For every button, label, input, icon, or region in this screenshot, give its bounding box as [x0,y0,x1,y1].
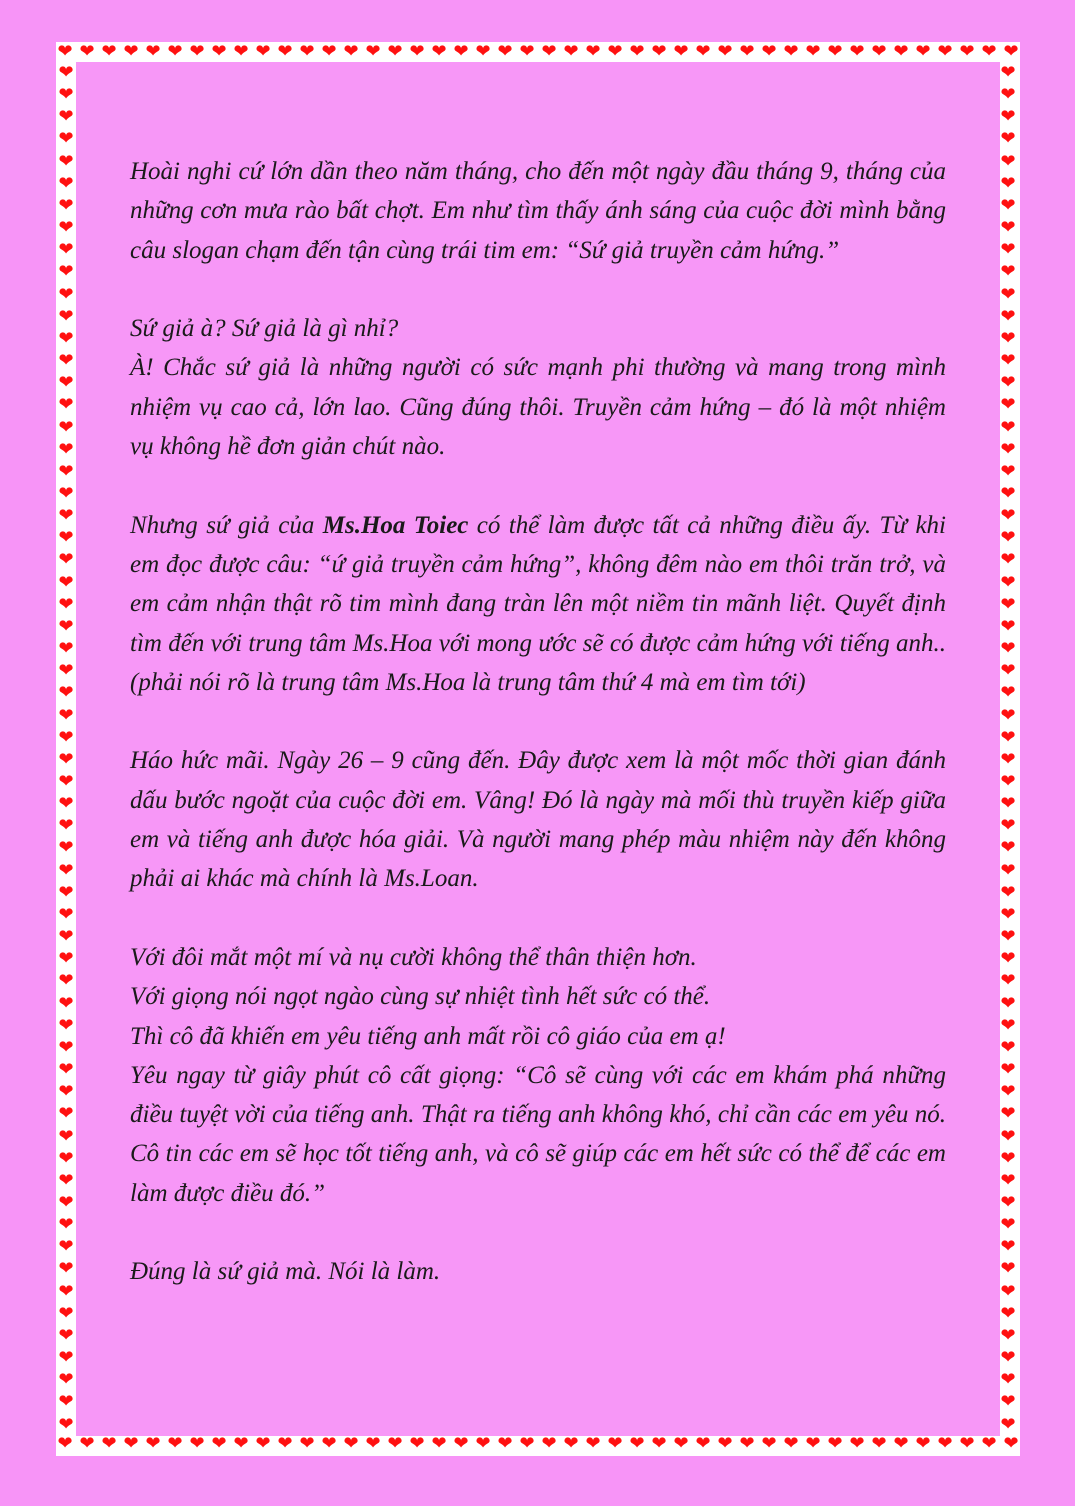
heart-icon: ❤ [541,41,557,62]
heart-icon: ❤ [58,261,74,283]
paragraph-line: Sứ giả à? Sứ giả là gì nhỉ? [130,315,399,343]
heart-icon: ❤ [58,1214,74,1236]
heart-icon: ❤ [58,1059,74,1081]
paragraph-text: Yêu ngay từ giây phút cô cất giọng: “Cô sẽ cùng với các em khám phá những điều tuyệt vời của tiếng anh. Thật ra tiếng anh không khó, chỉ cần các em yêu nó. Cô tin các em sẽ học tốt tiếng anh, và cô sẽ giúp các em hết sức có thể để các em làm được điều đó.” [130,1061,946,1207]
heart-icon: ❤ [1000,549,1016,571]
heart-icon: ❤ [57,41,73,62]
heart-icon: ❤ [365,1433,381,1454]
heart-icon: ❤ [607,1433,623,1454]
heart-icon: ❤ [1000,815,1016,837]
heart-icon: ❤ [981,41,997,62]
heart-icon: ❤ [893,41,909,62]
heart-icon: ❤ [783,41,799,62]
heart-icon: ❤ [937,1433,953,1454]
heart-icon: ❤ [233,41,249,62]
heart-icon: ❤ [761,41,777,62]
heart-icon: ❤ [805,1433,821,1454]
heart-icon: ❤ [1000,460,1016,482]
heart-icon: ❤ [673,1433,689,1454]
paragraph-4 [130,741,946,898]
heart-icon: ❤ [58,394,74,416]
heart-icon: ❤ [167,41,183,62]
heart-icon: ❤ [453,41,469,62]
heart-icon: ❤ [783,1433,799,1454]
heart-icon: ❤ [1000,992,1016,1014]
heart-icon: ❤ [1000,970,1016,992]
heart-icon: ❤ [1000,1236,1016,1258]
heart-icon: ❤ [805,41,821,62]
heart-icon: ❤ [58,571,74,593]
paragraph-6 [130,1252,946,1291]
heart-icon: ❤ [1000,748,1016,770]
heart-icon: ❤ [761,1433,777,1454]
heart-icon: ❤ [453,1433,469,1454]
heart-icon: ❤ [1000,261,1016,283]
heart-icon: ❤ [58,1014,74,1036]
heart-icon: ❤ [409,1433,425,1454]
document-body [130,152,946,1331]
heart-icon: ❤ [58,1147,74,1169]
heart-icon: ❤ [58,372,74,394]
paragraph-text: Hoài nghi cứ lớn dần theo năm tháng, cho đến một ngày đầu tháng 9, tháng của những cơn mưa rào bất chợt. Em như tìm thấy ánh sáng của cuộc đời mình bằng câu slogan chạm đến tận cùng trái tim em: “Sứ giả truyền cảm hứng.” [130,158,946,264]
heart-icon: ❤ [563,41,579,62]
heart-icon: ❤ [58,903,74,925]
heart-icon: ❤ [409,41,425,62]
heart-icon: ❤ [431,41,447,62]
heart-icon: ❤ [1000,593,1016,615]
heart-icon: ❤ [1000,660,1016,682]
heart-icon: ❤ [58,106,74,128]
heart-icon: ❤ [365,41,381,62]
heart-icon: ❤ [58,992,74,1014]
heart-icon: ❤ [58,726,74,748]
heart-icon: ❤ [739,1433,755,1454]
heart-icon: ❤ [717,1433,733,1454]
heart-icon: ❤ [58,217,74,239]
heart-icon: ❤ [1000,482,1016,504]
heart-icon: ❤ [893,1433,909,1454]
heart-icon: ❤ [58,926,74,948]
heart-icon: ❤ [1000,1059,1016,1081]
heart-icon: ❤ [1000,682,1016,704]
heart-icon: ❤ [563,1433,579,1454]
heart-icon: ❤ [1000,1103,1016,1125]
heart-icon: ❤ [58,615,74,637]
heart-icon: ❤ [58,837,74,859]
heart-icon: ❤ [1000,1081,1016,1103]
paragraph-line: Với giọng nói ngọt ngào cùng sự nhiệt tình hết sức có thể. [130,983,711,1011]
heart-icon: ❤ [58,549,74,571]
heart-icon: ❤ [1000,793,1016,815]
heart-icon: ❤ [1000,416,1016,438]
heart-icon: ❤ [58,1369,74,1391]
heart-icon: ❤ [1000,1258,1016,1280]
heart-icon: ❤ [387,41,403,62]
heart-icon: ❤ [849,1433,865,1454]
heart-border-top [56,43,1020,63]
heart-icon: ❤ [299,41,315,62]
heart-border-left [57,64,77,1434]
heart-icon: ❤ [58,527,74,549]
heart-icon: ❤ [497,1433,513,1454]
heart-icon: ❤ [959,1433,975,1454]
heart-icon: ❤ [1000,859,1016,881]
heart-icon: ❤ [1000,1214,1016,1236]
heart-icon: ❤ [1000,283,1016,305]
heart-icon: ❤ [1000,327,1016,349]
heart-icon: ❤ [58,172,74,194]
heart-icon: ❤ [343,1433,359,1454]
heart-icon: ❤ [1000,903,1016,925]
heart-icon: ❤ [1000,771,1016,792]
heart-icon: ❤ [695,41,711,62]
heart-icon: ❤ [1003,41,1019,62]
heart-icon: ❤ [1000,350,1016,372]
heart-icon: ❤ [58,194,74,216]
heart-icon: ❤ [58,482,74,504]
heart-icon: ❤ [585,41,601,62]
heart-icon: ❤ [58,1036,74,1058]
heart-icon: ❤ [981,1433,997,1454]
heart-icon: ❤ [1000,84,1016,106]
heart-icon: ❤ [1000,172,1016,194]
heart-icon: ❤ [1000,1147,1016,1169]
heart-icon: ❤ [1000,194,1016,216]
heart-icon: ❤ [871,1433,887,1454]
heart-icon: ❤ [497,41,513,62]
heart-icon: ❤ [1003,1433,1019,1454]
heart-icon: ❤ [58,84,74,106]
heart-icon: ❤ [58,1191,74,1213]
heart-icon: ❤ [871,41,887,62]
heart-icon: ❤ [475,1433,491,1454]
heart-icon: ❤ [1000,1347,1016,1369]
heart-icon: ❤ [58,948,74,970]
heart-icon: ❤ [255,1433,271,1454]
heart-icon: ❤ [58,62,74,83]
heart-icon: ❤ [1000,1324,1016,1346]
heart-icon: ❤ [1000,1391,1016,1413]
heart-icon: ❤ [145,1433,161,1454]
heart-icon: ❤ [189,41,205,62]
heart-icon: ❤ [431,1433,447,1454]
heart-icon: ❤ [827,41,843,62]
heart-icon: ❤ [58,1347,74,1369]
heart-icon: ❤ [79,41,95,62]
heart-icon: ❤ [1000,881,1016,903]
paragraph-text: Đúng là sứ giả mà. Nói là làm. [130,1258,441,1286]
heart-icon: ❤ [58,1236,74,1258]
heart-icon: ❤ [58,416,74,438]
heart-icon: ❤ [1000,1369,1016,1391]
heart-icon: ❤ [123,41,139,62]
heart-icon: ❤ [57,1433,73,1454]
heart-icon: ❤ [167,1433,183,1454]
paragraph-line: Thì cô đã khiến em yêu tiếng anh mất rồi cô giáo của em ạ! [130,1022,726,1050]
heart-icon: ❤ [937,41,953,62]
heart-icon: ❤ [1000,1036,1016,1058]
heart-icon: ❤ [58,638,74,660]
heart-icon: ❤ [1000,505,1016,527]
heart-icon: ❤ [58,748,74,770]
heart-icon: ❤ [255,41,271,62]
heart-icon: ❤ [915,41,931,62]
paragraph-line: Với đôi mắt một mí và nụ cười không thể thân thiện hơn. [130,943,697,971]
heart-icon: ❤ [58,1391,74,1413]
heart-icon: ❤ [1000,150,1016,172]
heart-icon: ❤ [475,41,491,62]
heart-icon: ❤ [1000,615,1016,637]
heart-icon: ❤ [541,1433,557,1454]
heart-icon: ❤ [233,1433,249,1454]
heart-icon: ❤ [1000,1280,1016,1302]
heart-icon: ❤ [519,1433,535,1454]
heart-icon: ❤ [299,1433,315,1454]
paragraph-text: Háo hức mãi. Ngày 26 – 9 cũng đến. Đây được xem là một mốc thời gian đánh dấu bước ngoặt của cuộc đời em. Vâng! Đó là ngày mà mối thù truyền kiếp giữa em và tiếng anh được hóa giải. Và người mang phép màu nhiệm này đến không phải ai khác mà chính là Ms.Loan. [130,747,946,893]
heart-icon: ❤ [585,1433,601,1454]
heart-icon: ❤ [58,239,74,261]
heart-icon: ❤ [58,704,74,726]
paragraph-1 [130,152,946,270]
heart-icon: ❤ [1000,305,1016,327]
heart-icon: ❤ [58,1302,74,1324]
heart-icon: ❤ [58,1081,74,1103]
paragraph-3 [130,506,946,702]
paragraph-2 [130,309,946,466]
heart-icon: ❤ [58,682,74,704]
heart-icon: ❤ [1000,1169,1016,1191]
heart-icon: ❤ [1000,837,1016,859]
heart-icon: ❤ [58,771,74,792]
heart-icon: ❤ [58,593,74,615]
paragraph-5 [130,938,946,1213]
heart-icon: ❤ [849,41,865,62]
heart-icon: ❤ [651,1433,667,1454]
heart-icon: ❤ [1000,1191,1016,1213]
heart-icon: ❤ [1000,438,1016,460]
heart-icon: ❤ [343,41,359,62]
heart-icon: ❤ [1000,62,1016,83]
heart-border-bottom [56,1435,1020,1455]
heart-icon: ❤ [915,1433,931,1454]
heart-icon: ❤ [58,150,74,172]
heart-icon: ❤ [58,305,74,327]
heart-border-right [999,64,1019,1434]
heart-icon: ❤ [58,1413,74,1435]
heart-icon: ❤ [739,41,755,62]
heart-icon: ❤ [58,128,74,150]
heart-icon: ❤ [673,41,689,62]
heart-icon: ❤ [1000,638,1016,660]
heart-icon: ❤ [1000,217,1016,239]
heart-icon: ❤ [1000,372,1016,394]
heart-icon: ❤ [58,1280,74,1302]
heart-icon: ❤ [607,41,623,62]
heart-icon: ❤ [189,1433,205,1454]
paragraph-text-after: có thể làm được tất cả những điều ấy. Từ khi em đọc được câu: “ứ giả truyền cảm hứng”, không đêm nào em thôi trăn trở, và em cảm nhận thật rõ tim mình đang tràn lên một niềm tin mãnh liệt. Quyết định tìm đến với trung tâm Ms.Hoa với mong ước sẽ có được cảm hứng với tiếng anh..(phải nói rõ là trung tâm Ms.Hoa là trung tâm thứ 4 mà em tìm tới) [130,511,946,696]
heart-icon: ❤ [58,1324,74,1346]
heart-icon: ❤ [58,859,74,881]
heart-icon: ❤ [58,283,74,305]
heart-icon: ❤ [58,815,74,837]
heart-icon: ❤ [1000,571,1016,593]
heart-icon: ❤ [1000,394,1016,416]
paragraph-text-before: Nhưng sứ giả của [130,511,323,539]
heart-icon: ❤ [1000,1302,1016,1324]
heart-icon: ❤ [1000,1413,1016,1435]
heart-icon: ❤ [58,1125,74,1147]
heart-icon: ❤ [695,1433,711,1454]
heart-icon: ❤ [58,460,74,482]
heart-icon: ❤ [1000,704,1016,726]
heart-icon: ❤ [1000,239,1016,261]
heart-icon: ❤ [277,41,293,62]
heart-icon: ❤ [58,1169,74,1191]
brand-name: Ms.Hoa Toiec [322,511,469,539]
heart-icon: ❤ [145,41,161,62]
heart-icon: ❤ [277,1433,293,1454]
heart-icon: ❤ [79,1433,95,1454]
heart-icon: ❤ [629,1433,645,1454]
paragraph-text: À! Chắc sứ giả là những người có sức mạnh phi thường và mang trong mình nhiệm vụ cao cả, lớn lao. Cũng đúng thôi. Truyền cảm hứng – đó là một nhiệm vụ không hề đơn giản chút nào. [130,354,946,461]
heart-icon: ❤ [58,1103,74,1125]
heart-icon: ❤ [1000,128,1016,150]
heart-icon: ❤ [58,505,74,527]
heart-icon: ❤ [58,881,74,903]
heart-icon: ❤ [58,793,74,815]
heart-icon: ❤ [123,1433,139,1454]
heart-icon: ❤ [58,327,74,349]
heart-icon: ❤ [1000,1014,1016,1036]
heart-icon: ❤ [1000,1125,1016,1147]
heart-icon: ❤ [211,1433,227,1454]
heart-icon: ❤ [1000,948,1016,970]
heart-icon: ❤ [58,660,74,682]
heart-icon: ❤ [321,1433,337,1454]
heart-icon: ❤ [717,41,733,62]
heart-icon: ❤ [1000,726,1016,748]
heart-icon: ❤ [959,41,975,62]
heart-icon: ❤ [519,41,535,62]
heart-icon: ❤ [651,41,667,62]
heart-icon: ❤ [1000,527,1016,549]
heart-icon: ❤ [1000,106,1016,128]
heart-icon: ❤ [211,41,227,62]
heart-icon: ❤ [827,1433,843,1454]
heart-icon: ❤ [1000,926,1016,948]
heart-icon: ❤ [58,1258,74,1280]
heart-icon: ❤ [629,41,645,62]
heart-icon: ❤ [58,438,74,460]
heart-icon: ❤ [101,41,117,62]
heart-icon: ❤ [321,41,337,62]
heart-icon: ❤ [387,1433,403,1454]
heart-icon: ❤ [58,350,74,372]
heart-icon: ❤ [58,970,74,992]
heart-icon: ❤ [101,1433,117,1454]
